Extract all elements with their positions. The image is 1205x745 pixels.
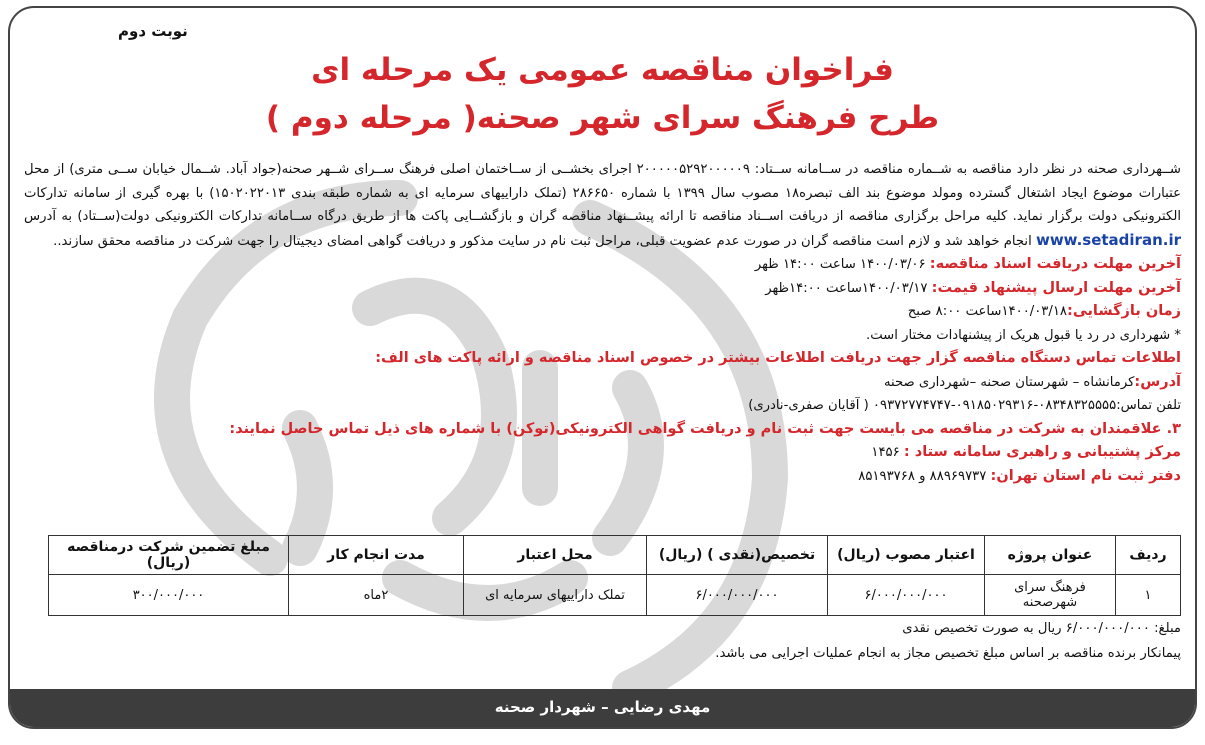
intro-text: شــهرداری صحنه در نظر دارد مناقصه به شــماره مناقصه در ســامانه ســتاد: ۲۰۰۰۰۰۵۲۹۲۰۰۰۰۰۹ اجرای بخشــی از ســاختمان اصلی فرهنگ ســرای شــهر صحنه(جواد آباد. شــمال خیابان ســی متری) از محل عتبارات موضوع ایجاد اشتغال گسترده ومولد موضوع بند الف تبصره۱۸ مصوب سال ۱۳۹۹ با شماره ۲۸۶۶۵۰ (تملک داراییهای سرمایه ای به شماره طبقه بندی ۱۵۰۲۰۲۲۰۱۳) با بهره گیری از سامانه تدارکات الکترونیکی دولت برگزار نماید. کلیه مراحل برگزاری مناقصه از دریافت اســناد مناقصه تا ارائه پیشــنهاد مناقصه گران و بازگشــایی پاکت ها از طریق درگاه ســامانه تدارکات الکترونیکی دولت(ســتاد) به آدرس xyxy=(24,162,1181,224)
docs-deadline-label: آخرین مهلت دریافت اسناد مناقصه: xyxy=(929,256,1181,272)
cell-approved-credit: ۶/۰۰۰/۰۰۰/۰۰۰ xyxy=(828,575,985,616)
table-header-row xyxy=(49,536,1181,575)
page-subtitle: طرح فرهنگ سرای شهر صحنه( مرحله دوم ) xyxy=(265,100,940,136)
registration-heading xyxy=(24,418,1181,442)
page-title: فراخوان مناقصه عمومی یک مرحله ای xyxy=(311,52,894,88)
tehran-office xyxy=(24,465,1181,489)
cell-credit-source: تملک داراییهای سرمایه ای xyxy=(464,575,647,616)
support-center-label: مرکز پشتیبانی و راهبری سامانه ستاد : xyxy=(903,444,1181,460)
bid-deadline-value: ۱۴۰۰/۰۳/۱۷ساعت ۱۴:۰۰ظهر xyxy=(765,280,932,296)
cell-row-number: ۱ xyxy=(1116,575,1181,616)
setad-link[interactable]: www.setadiran.ir xyxy=(1035,230,1181,249)
cell-cash-allocation: ۶/۰۰۰/۰۰۰/۰۰۰ xyxy=(647,575,828,616)
docs-deadline-value: ۱۴۰۰/۰۳/۰۶ ساعت ۱۴:۰۰ ظهر xyxy=(754,257,930,272)
table-row xyxy=(49,575,1181,616)
bid-deadline xyxy=(24,277,1181,301)
tehran-office-label: دفتر ثبت نام استان تهران: xyxy=(990,467,1181,484)
bid-deadline-label: آخرین مهلت ارسال پیشنهاد قیمت: xyxy=(931,279,1181,296)
contractor-note: پیمانکار برنده مناقصه بر اساس مبلغ تخصیص مجاز به انجام عملیات اجرایی می باشد. xyxy=(715,646,1181,661)
intro-paragraph xyxy=(24,158,1181,253)
docs-deadline xyxy=(24,253,1181,277)
notice-body xyxy=(24,158,1181,488)
cell-guarantee-amount: ۳۰۰/۰۰۰/۰۰۰ xyxy=(49,575,289,616)
tehran-office-value: ۸۸۹۶۹۷۳۷ و ۸۵۱۹۳۷۶۸ xyxy=(858,468,991,484)
cell-project-title: فرهنگ سرای شهرصحنه xyxy=(985,575,1116,616)
col-duration: مدت انجام کار xyxy=(289,536,464,575)
col-row-number: ردیف xyxy=(1116,536,1181,575)
signature-footer: مهدی رضایی – شهردار صحنه xyxy=(10,689,1195,727)
amount-note: مبلغ: ۶/۰۰۰/۰۰۰/۰۰۰ ریال به صورت تخصیص نقدی xyxy=(902,621,1181,636)
round-badge: نوبت دوم xyxy=(118,22,188,40)
col-guarantee-amount: مبلغ تضمین شرکت درمناقصه (ریال) xyxy=(49,536,289,575)
opening-time-value: ۱۴۰۰/۰۳/۱۸ساعت ۸:۰۰ صبح xyxy=(907,304,1068,319)
contact-heading-text: اطلاعات تماس دستگاه مناقصه گزار جهت دریافت اطلاعات بیشتر در خصوص اسناد مناقصه و ارائه پاکت های الف: xyxy=(375,350,1181,366)
tender-notice xyxy=(8,6,1197,729)
col-approved-credit: اعتبار مصوب (ریال) xyxy=(828,536,985,575)
intro-text-2: انجام خواهد شد و لازم است مناقصه گران در صورت عدم عضویت قبلی، مراحل ثبت نام در سایت مذکور و دریافت گواهی امضای دیجیتال را جهت شرکت در مناقصه محقق سازند.. xyxy=(53,233,1032,249)
col-project-title: عنوان پروژه xyxy=(985,536,1116,575)
rights-note: * شهرداری در رد یا قبول هریک از پیشنهادات مختار است. xyxy=(866,327,1181,343)
registration-heading-text: ۳. علاقمندان به شرکت در مناقصه می بایست جهت ثبت نام و دریافت گواهی الکترونیکی(توکن) با شماره های ذیل تماس حاصل نمایند: xyxy=(229,420,1181,437)
col-credit-source: محل اعتبار xyxy=(464,536,647,575)
phone: تلفن تماس:۰۸۳۴۸۳۲۵۵۵۵-۰۹۱۸۵۰۲۹۳۱۶-۰۹۳۷۲۷۷۴۷۴۷ ( آقایان صفری-نادری) xyxy=(748,398,1181,413)
cell-duration: ۲ماه xyxy=(289,575,464,616)
support-center-value: ۱۴۵۶ xyxy=(871,445,904,460)
address-label: آدرس: xyxy=(1134,373,1181,390)
opening-time xyxy=(24,300,1181,324)
address xyxy=(24,371,1181,395)
col-cash-allocation: تخصیص(نقدی ) (ریال) xyxy=(647,536,828,575)
contact-heading xyxy=(24,347,1181,371)
project-table xyxy=(48,535,1181,616)
opening-time-label: زمان بازگشایی: xyxy=(1067,303,1181,319)
support-center xyxy=(24,441,1181,465)
address-value: کرمانشاه – شهرستان صحنه –شهرداری صحنه xyxy=(883,374,1135,390)
